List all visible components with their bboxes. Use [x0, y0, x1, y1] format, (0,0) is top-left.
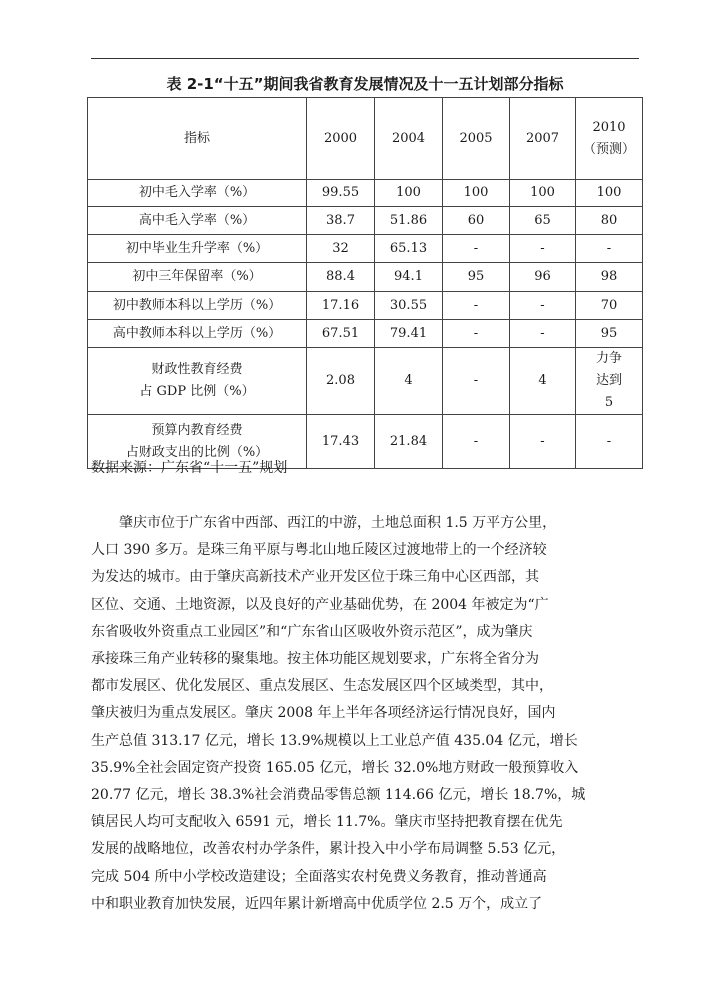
- paragraph-line: 镇居民人均可支配收入 6591 元，增长 11.7%。肇庆市坚持把教育摆在优先: [91, 814, 563, 831]
- row-label: 初中教师本科以上学历（%）: [88, 292, 307, 320]
- header-year-2000: 2000: [307, 98, 375, 180]
- paragraph-line: 东省吸收外资重点工业园区”和“广东省山区吸收外资示范区”，成为肇庆: [91, 623, 533, 640]
- header-year-2010: [576, 98, 643, 180]
- header-rule: [91, 58, 639, 59]
- row-value: 60: [443, 207, 510, 235]
- row-value: 100: [375, 180, 443, 207]
- table-caption: 表 2-1“十五”期间我省教育发展情况及十一五计划部分指标: [166, 75, 564, 93]
- row-value: 51.86: [375, 207, 443, 235]
- paragraph-line: 都市发展区、优化发展区、重点发展区、生态发展区四个区域类型，其中，: [91, 678, 553, 695]
- row-value: -: [443, 320, 510, 348]
- table-header-row: [88, 98, 643, 180]
- row-value: 98: [576, 263, 643, 292]
- row-value: 30.55: [375, 292, 443, 320]
- row-label: 高中毛入学率（%）: [88, 207, 307, 235]
- header-year-2004: 2004: [375, 98, 443, 180]
- paragraph-line: 承接珠三角产业转移的聚集地。按主体功能区规划要求，广东将全省分为: [91, 651, 539, 668]
- row-value: 70: [576, 292, 643, 320]
- source-note: 数据来源：广东省“十一五”规划: [91, 460, 288, 476]
- paragraph-line: 发展的战略地位，改善农村办学条件，累计投入中小学布局调整 5.53 亿元，: [91, 841, 566, 858]
- row-label-line: 财政性教育经费: [151, 362, 243, 377]
- row-value: 100: [443, 180, 510, 207]
- row-label-line: 预算内教育经费: [151, 422, 243, 438]
- education-indicator-table: [87, 97, 643, 469]
- header-year-2005: 2005: [443, 98, 510, 180]
- paragraph-line: 人口 390 多万。是珠三角平原与粤北山地丘陵区过渡地带上的一个经济较: [91, 542, 547, 559]
- table-row: [88, 235, 643, 263]
- row-value: -: [576, 235, 643, 263]
- paragraph-line: 中和职业教育加快发展，近四年累计新增高中优质学位 2.5 万个，成立了: [91, 895, 543, 912]
- row-label: 高中教师本科以上学历（%）: [88, 320, 307, 348]
- row-value: -: [510, 292, 576, 320]
- row-label-line: 占 GDP 比例（%）: [139, 384, 255, 399]
- body-paragraph: [91, 510, 639, 918]
- row-value: -: [510, 415, 576, 469]
- row-value: 力争达到 5: [576, 348, 643, 415]
- header-2010-note: （预测）: [582, 141, 635, 157]
- row-label: 初中三年保留率（%）: [88, 263, 307, 292]
- row-value: 4: [510, 348, 576, 415]
- row-value: 65.13: [375, 235, 443, 263]
- row-value: 100: [510, 180, 576, 207]
- row-value: 21.84: [375, 415, 443, 469]
- row-value: -: [510, 320, 576, 348]
- table-row: [88, 207, 643, 235]
- row-value: 79.41: [375, 320, 443, 348]
- table-row: [88, 292, 643, 320]
- row-label: 初中毕业生升学率（%）: [88, 235, 307, 263]
- row-value: 96: [510, 263, 576, 292]
- paragraph-line: 20.77 亿元，增长 38.3%社会消费品零售总额 114.66 亿元，增长 18.7%，城: [91, 787, 586, 804]
- row-value: 95: [443, 263, 510, 292]
- row-value: 80: [576, 207, 643, 235]
- row-value: -: [443, 235, 510, 263]
- paragraph-line: 35.9%全社会固定资产投资 165.05 亿元，增长 32.0%地方财政一般预算收入: [91, 759, 579, 776]
- row-value: 67.51: [307, 320, 375, 348]
- paragraph-line: 肇庆市位于广东省中西部、西江的中游，土地总面积 1.5 万平方公里，: [119, 515, 557, 531]
- row-value: 100: [576, 180, 643, 207]
- row-value: 94.1: [375, 263, 443, 292]
- row-value: -: [443, 415, 510, 469]
- row-value: 17.16: [307, 292, 375, 320]
- row-value: -: [576, 415, 643, 469]
- row-value: 17.43: [307, 415, 375, 469]
- row-value: -: [510, 235, 576, 263]
- row-value: 99.55: [307, 180, 375, 207]
- header-2010-year: 2010: [592, 119, 626, 135]
- row-value: -: [443, 348, 510, 415]
- row-value: 2.08: [307, 348, 375, 415]
- row-value: 4: [375, 348, 443, 415]
- row-value: 95: [576, 320, 643, 348]
- table-row: [88, 320, 643, 348]
- paragraph-line: 区位、交通、土地资源，以及良好的产业基础优势，在 2004 年被定为“广: [91, 596, 549, 613]
- paragraph-line: 为发达的城市。由于肇庆高新技术产业开发区位于珠三角中心区西部，其: [91, 569, 539, 586]
- row-label: [88, 348, 307, 415]
- header-year-2007: 2007: [510, 98, 576, 180]
- table-row: [88, 180, 643, 207]
- row-label-line: 占财政支出的比例（%）: [125, 444, 269, 460]
- row-value: 88.4: [307, 263, 375, 292]
- row-value: 32: [307, 235, 375, 263]
- paragraph-line: 肇庆被归为重点发展区。肇庆 2008 年上半年各项经济运行情况良好，国内: [91, 705, 556, 722]
- header-indicator: 指标: [88, 98, 307, 180]
- table-row: [88, 263, 643, 292]
- paragraph-line: 生产总值 313.17 亿元，增长 13.9%规模以上工业总产值 435.04 亿元，增长: [91, 732, 578, 749]
- row-value: 38.7: [307, 207, 375, 235]
- row-value: -: [443, 292, 510, 320]
- paragraph-line: 完成 504 所中小学校改造建设；全面落实农村免费义务教育，推动普通高: [91, 868, 547, 885]
- row-value: 65: [510, 207, 576, 235]
- table-row: [88, 348, 643, 415]
- row-label: 初中毛入学率（%）: [88, 180, 307, 207]
